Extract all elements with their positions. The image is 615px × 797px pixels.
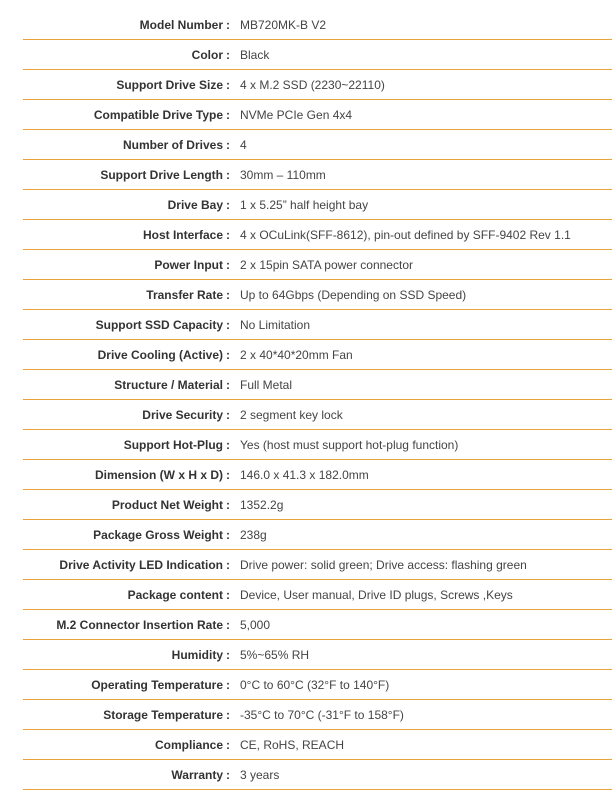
spec-label: Compatible Drive Type — [93, 107, 223, 122]
spec-value: Device, User manual, Drive ID plugs, Screws ,Keys — [240, 587, 513, 602]
spec-label: Package Gross Weight — [93, 527, 223, 542]
spec-label: Drive Bay — [167, 197, 223, 212]
spec-row — [23, 550, 612, 580]
spec-row — [23, 190, 612, 220]
spec-value: 0°C to 60°C (32°F to 140°F) — [240, 677, 390, 692]
spec-value: 5%~65% RH — [240, 647, 310, 662]
spec-label: Support Drive Size — [116, 77, 223, 92]
spec-label: Number of Drives — [122, 137, 223, 152]
spec-row — [23, 610, 612, 640]
spec-row — [23, 370, 612, 400]
spec-row — [23, 40, 612, 70]
spec-label: Support Hot-Plug — [123, 437, 223, 452]
spec-label: Support Drive Length — [100, 167, 223, 182]
spec-row — [23, 280, 612, 310]
spec-label: Drive Activity LED Indication — [59, 557, 223, 572]
spec-label: Color — [191, 47, 223, 62]
spec-separator: : — [226, 587, 230, 602]
spec-label: Structure / Material — [114, 377, 223, 392]
spec-label: Host Interface — [142, 227, 223, 242]
spec-separator: : — [226, 617, 230, 632]
spec-separator: : — [226, 107, 230, 122]
spec-row — [23, 310, 612, 340]
spec-separator: : — [226, 647, 230, 662]
spec-value: NVMe PCIe Gen 4x4 — [240, 107, 353, 122]
spec-row — [23, 130, 612, 160]
spec-separator: : — [226, 47, 230, 62]
spec-separator: : — [226, 227, 230, 242]
spec-separator: : — [226, 527, 230, 542]
spec-separator: : — [226, 77, 230, 92]
spec-row — [23, 640, 612, 670]
spec-value: MB720MK-B V2 — [240, 17, 327, 32]
spec-label: Drive Cooling (Active) — [97, 347, 223, 362]
spec-separator: : — [226, 407, 230, 422]
spec-label: Humidity — [171, 647, 223, 662]
spec-separator: : — [226, 557, 230, 572]
spec-value: 4 x OCuLink(SFF-8612), pin-out defined by SFF-9402 Rev 1.1 — [240, 227, 571, 242]
spec-separator: : — [226, 437, 230, 452]
spec-separator: : — [226, 737, 230, 752]
spec-separator: : — [226, 317, 230, 332]
spec-value: Full Metal — [240, 377, 293, 392]
spec-value: 2 x 40*40*20mm Fan — [240, 347, 353, 362]
spec-row — [23, 400, 612, 430]
spec-label: Package content — [127, 587, 223, 602]
spec-separator: : — [226, 17, 230, 32]
spec-row — [23, 670, 612, 700]
spec-row — [23, 220, 612, 250]
spec-separator: : — [226, 377, 230, 392]
spec-row — [23, 340, 612, 370]
spec-row — [23, 490, 612, 520]
spec-row — [23, 10, 612, 40]
spec-value: Up to 64Gbps (Depending on SSD Speed) — [240, 287, 467, 302]
spec-separator: : — [226, 497, 230, 512]
spec-label: Compliance — [154, 737, 223, 752]
spec-label: Model Number — [139, 17, 223, 32]
spec-value: 30mm – 110mm — [240, 167, 326, 182]
spec-row — [23, 760, 612, 790]
spec-label: Dimension (W x H x D) — [94, 467, 223, 482]
spec-value: 2 x 15pin SATA power connector — [240, 257, 413, 272]
spec-label: Support SSD Capacity — [95, 317, 223, 332]
spec-separator: : — [226, 287, 230, 302]
spec-value: 4 — [240, 137, 247, 152]
spec-separator: : — [226, 257, 230, 272]
spec-label: Operating Temperature — [91, 677, 223, 692]
spec-separator: : — [226, 767, 230, 782]
spec-value: -35°C to 70°C (-31°F to 158°F) — [240, 707, 404, 722]
spec-value: 5,000 — [240, 617, 271, 632]
spec-label: Storage Temperature — [103, 707, 223, 722]
spec-row — [23, 730, 612, 760]
spec-separator: : — [226, 347, 230, 362]
spec-separator: : — [226, 467, 230, 482]
spec-row — [23, 100, 612, 130]
spec-row — [23, 460, 612, 490]
spec-label: Transfer Rate — [146, 287, 223, 302]
spec-label: Warranty — [171, 767, 223, 782]
spec-value: No Limitation — [240, 317, 311, 332]
spec-separator: : — [226, 137, 230, 152]
spec-value: 4 x M.2 SSD (2230~22110) — [240, 77, 385, 92]
spec-value: 3 years — [240, 767, 280, 782]
spec-row — [23, 580, 612, 610]
spec-value: CE, RoHS, REACH — [240, 737, 345, 752]
spec-value: Yes (host must support hot-plug function) — [240, 437, 459, 452]
spec-separator: : — [226, 677, 230, 692]
spec-row — [23, 520, 612, 550]
spec-row — [23, 70, 612, 100]
spec-separator: : — [226, 707, 230, 722]
spec-value: 146.0 x 41.3 x 182.0mm — [240, 467, 369, 482]
spec-value: 2 segment key lock — [240, 407, 343, 422]
spec-label: Product Net Weight — [111, 497, 223, 512]
spec-value: Black — [240, 47, 270, 62]
spec-row — [23, 250, 612, 280]
spec-separator: : — [226, 167, 230, 182]
spec-row — [23, 160, 612, 190]
spec-value: 1 x 5.25” half height bay — [240, 197, 369, 212]
spec-row — [23, 700, 612, 730]
spec-value: 238g — [240, 527, 267, 542]
spec-separator: : — [226, 197, 230, 212]
spec-value: Drive power: solid green; Drive access: flashing green — [240, 557, 527, 572]
spec-label: Drive Security — [142, 407, 223, 422]
spec-value: 1352.2g — [240, 497, 284, 512]
spec-row — [23, 430, 612, 460]
spec-label: Power Input — [154, 257, 223, 272]
spec-label: M.2 Connector Insertion Rate — [56, 617, 223, 632]
